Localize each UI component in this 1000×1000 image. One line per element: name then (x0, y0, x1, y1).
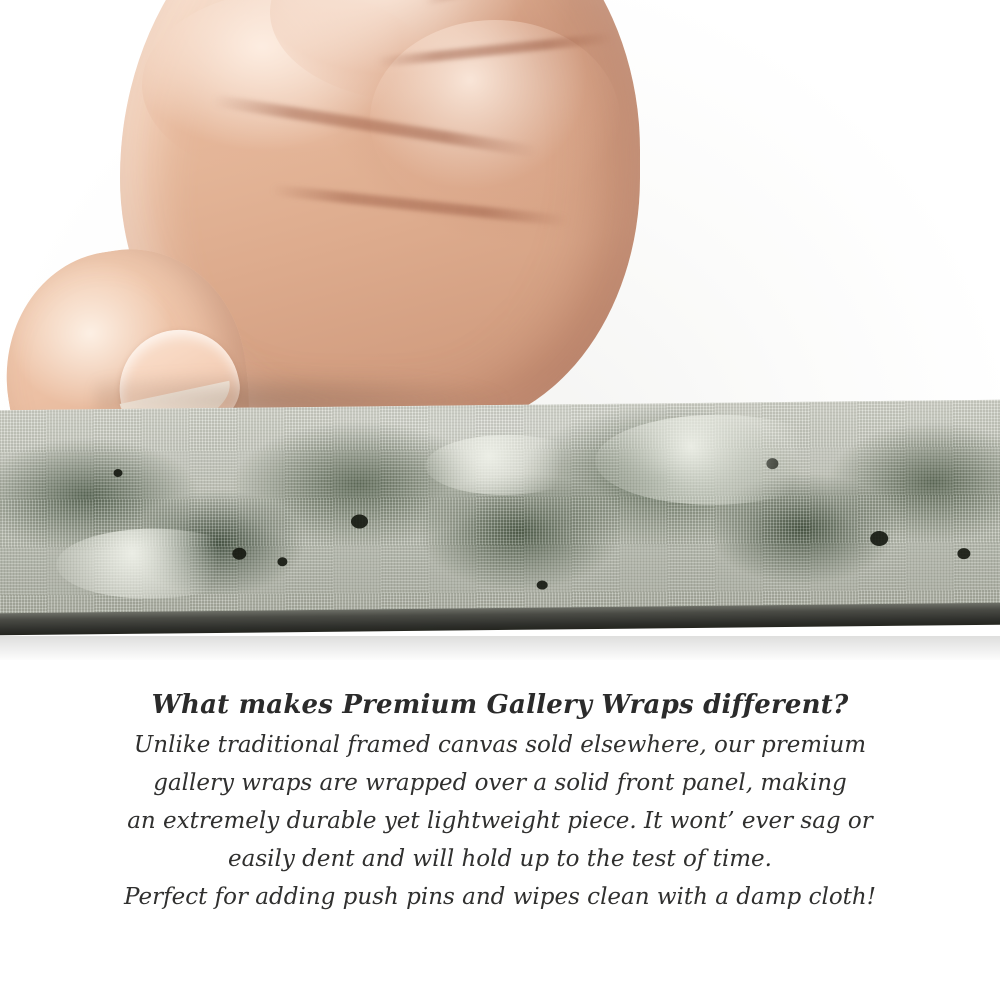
paint-speck (870, 531, 888, 546)
paint-speck (957, 548, 970, 559)
paint-speck (113, 469, 122, 477)
slab-drop-shadow (0, 636, 1000, 660)
caption-line: easily dent and will hold up to the test of time. (228, 846, 772, 872)
caption-line: Unlike traditional framed canvas sold elsewhere, our premium (133, 732, 867, 758)
caption-body (0, 726, 1000, 916)
canvas-wrap-slab-icon (0, 400, 1000, 643)
paint-speck (277, 557, 287, 566)
paint-highlight (425, 434, 586, 496)
caption-line: gallery wraps are wrapped over a solid front panel, making (153, 770, 847, 796)
paint-highlight (56, 528, 247, 600)
caption-heading: What makes Premium Gallery Wraps different? (151, 690, 849, 720)
paint-speck (537, 581, 548, 590)
canvas-artwork-surface (0, 400, 1000, 616)
caption-block (0, 690, 1000, 916)
paint-speck (351, 514, 368, 528)
paint-highlight (595, 413, 836, 506)
caption-line: an extremely durable yet lightweight piece. It wont’ ever sag or (127, 808, 873, 834)
caption-line: Perfect for adding push pins and wipes clean with a damp cloth! (124, 884, 876, 910)
